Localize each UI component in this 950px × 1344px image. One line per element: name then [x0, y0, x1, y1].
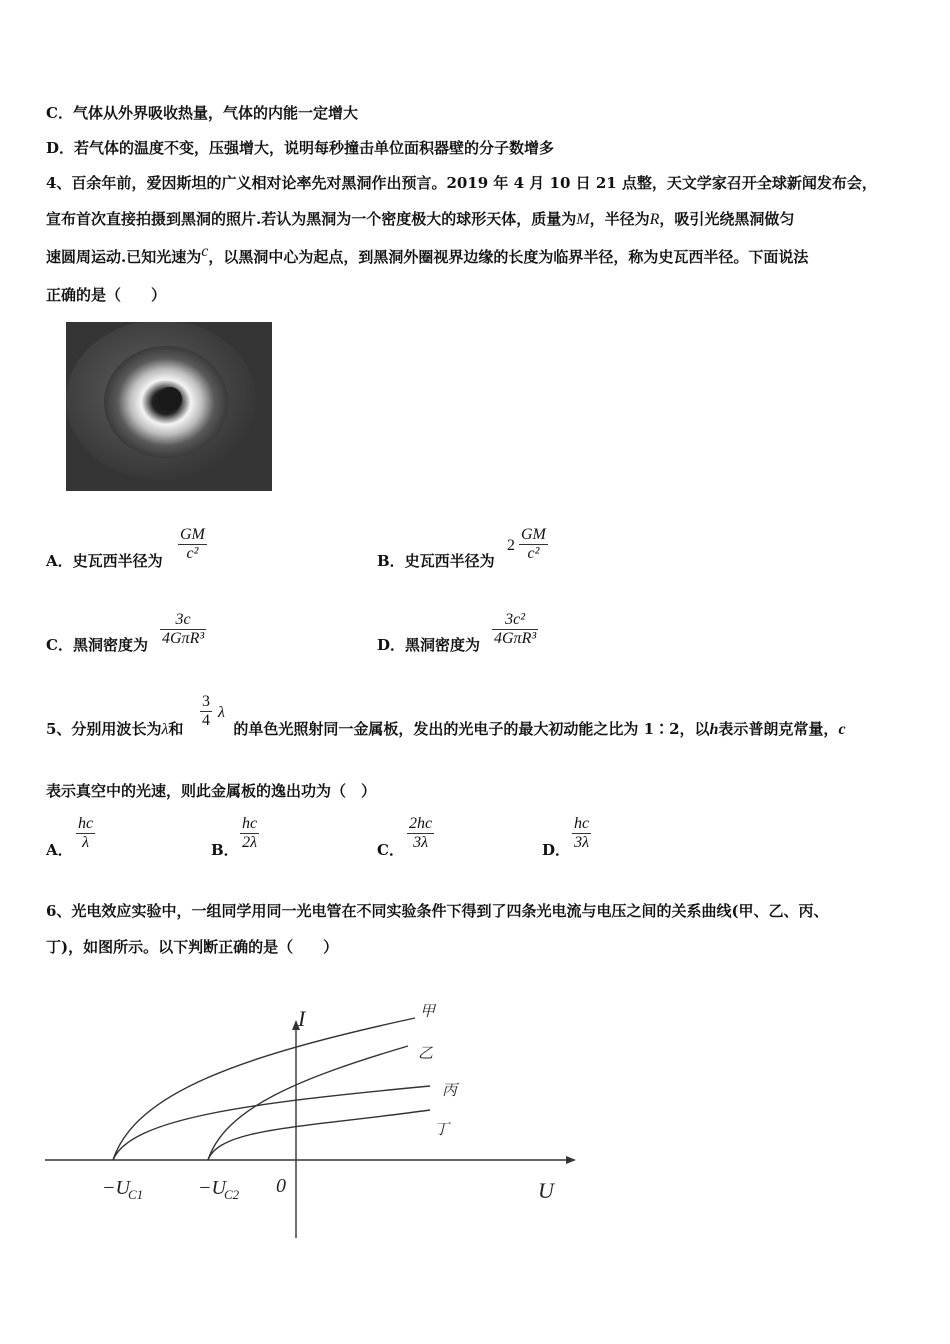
numerator: 3c: [175, 611, 191, 628]
denominator: 4GπR³: [162, 630, 205, 647]
denominator: c²: [527, 545, 540, 562]
numerator: hc: [242, 815, 258, 832]
q6-text-line2: 丁)，如图所示。以下判断正确的是（ ）: [46, 938, 339, 956]
q4-text-line3: [46, 243, 809, 267]
denominator: 2λ: [242, 834, 258, 851]
q3-option-c: C．气体从外界吸收热量，气体的内能一定增大: [46, 104, 358, 122]
q4-option-a-label: A．史瓦西半径为: [46, 552, 163, 570]
lambda-symbol: λ: [218, 704, 225, 721]
q5-text: 5、分别用波长为: [46, 720, 162, 738]
denominator: 4GπR³: [494, 630, 537, 647]
u-axis-label: U: [538, 1178, 554, 1203]
curve-yi-label: 乙: [418, 1044, 434, 1062]
q5-text-line2: 表示真空中的光速，则此金属板的逸出功为（ ）: [46, 782, 377, 800]
q3-option-d: D．若气体的温度不变，压强增大，说明每秒撞击单位面积器壁的分子数增多: [46, 139, 555, 157]
q4-option-c-fraction: [160, 611, 206, 648]
q4-text: 宣布首次直接拍摄到黑洞的照片.若认为黑洞为一个密度极大的球形天体，质量为: [46, 210, 577, 228]
q6-text-line1: 6、光电效应实验中，一组同学用同一光电管在不同实验条件下得到了四条光电流与电压之间的关系曲线(甲、乙、丙、: [46, 902, 829, 920]
mass-symbol: M: [576, 211, 590, 228]
denominator: c²: [186, 545, 199, 562]
q5-option-c-fraction: [407, 815, 434, 852]
curve-jia-label: 甲: [420, 1002, 436, 1020]
photocurrent-voltage-graph: [40, 998, 585, 1243]
origin-label: 0: [276, 1175, 286, 1197]
curve-yi: [208, 1046, 408, 1160]
q5-text: 和: [168, 720, 184, 738]
q4-text-line4: 正确的是（ ）: [46, 286, 167, 304]
curve-ding: [208, 1110, 430, 1160]
curve-jia: [113, 1018, 415, 1160]
q4-option-b-fraction: [519, 526, 548, 563]
curve-bing-label: 丙: [442, 1081, 458, 1099]
light-speed-symbol: c: [201, 243, 209, 260]
numerator: 2hc: [409, 815, 433, 832]
radius-symbol: R: [649, 211, 660, 228]
q5-option-a-fraction: [76, 815, 95, 852]
denominator: 3λ: [574, 834, 590, 851]
q5-text: 表示普朗克常量，: [718, 720, 839, 738]
denominator: 4: [202, 712, 210, 729]
u-axis-arrow-icon: [566, 1156, 576, 1164]
lambda-symbol: λ: [161, 721, 169, 738]
q4-option-d-label: D．黑洞密度为: [377, 636, 481, 654]
q4-text: ，半径为: [589, 210, 650, 228]
q4-text-line1: 4、百余年前，爱因斯坦的广义相对论率先对黑洞作出预言。2019 年 4 月 10 日 21 点整，天文学家召开全球新闻发布会，: [46, 174, 877, 192]
q4-text: ，以黑洞中心为起点，到黑洞外圈视界边缘的长度为临界半径，称为史瓦西半径。下面说法: [208, 248, 809, 266]
q4-text-line2: [46, 208, 794, 229]
q5-option-a-label: A．: [46, 841, 73, 859]
uc2-subscript: C2: [224, 1187, 240, 1202]
q5-text: 的单色光照射同一金属板，发出的光电子的最大初动能之比为 1∶2，以: [233, 720, 710, 738]
q4-option-c-label: C．黑洞密度为: [46, 636, 148, 654]
denominator: λ: [82, 834, 90, 851]
uc1-label: −U: [102, 1177, 130, 1199]
q5-option-d-label: D．: [542, 841, 571, 859]
numerator: GM: [521, 526, 546, 543]
numerator: hc: [78, 815, 94, 832]
q5-three-quarters-fraction: [200, 693, 212, 730]
q4-option-d-fraction: [492, 611, 538, 648]
numerator: 3: [202, 693, 210, 710]
q5-option-c-label: C．: [377, 841, 404, 859]
numerator: hc: [574, 815, 590, 832]
numerator: GM: [180, 526, 205, 543]
coefficient: 2: [507, 537, 515, 554]
q4-text: ，吸引光绕黑洞做匀: [659, 210, 795, 228]
q5-option-b-label: B．: [211, 841, 239, 859]
uc1-subscript: C1: [128, 1187, 144, 1202]
i-axis-label: I: [298, 1006, 306, 1031]
q5-option-b-fraction: [240, 815, 259, 852]
light-speed-symbol: c: [838, 721, 846, 738]
q4-option-a-fraction: [178, 526, 207, 563]
curve-ding-label: 丁: [434, 1120, 450, 1138]
q4-text: 速圆周运动.已知光速为: [46, 248, 202, 266]
planck-symbol: h: [709, 721, 719, 738]
q5-option-d-fraction: [572, 815, 591, 852]
denominator: 3λ: [413, 834, 429, 851]
q4-option-b-label: B．史瓦西半径为: [377, 552, 495, 570]
q5-text-line1: [46, 718, 846, 739]
black-hole-photo-icon: [66, 322, 272, 491]
numerator: 3c²: [505, 611, 526, 628]
uc2-label: −U: [198, 1177, 226, 1199]
